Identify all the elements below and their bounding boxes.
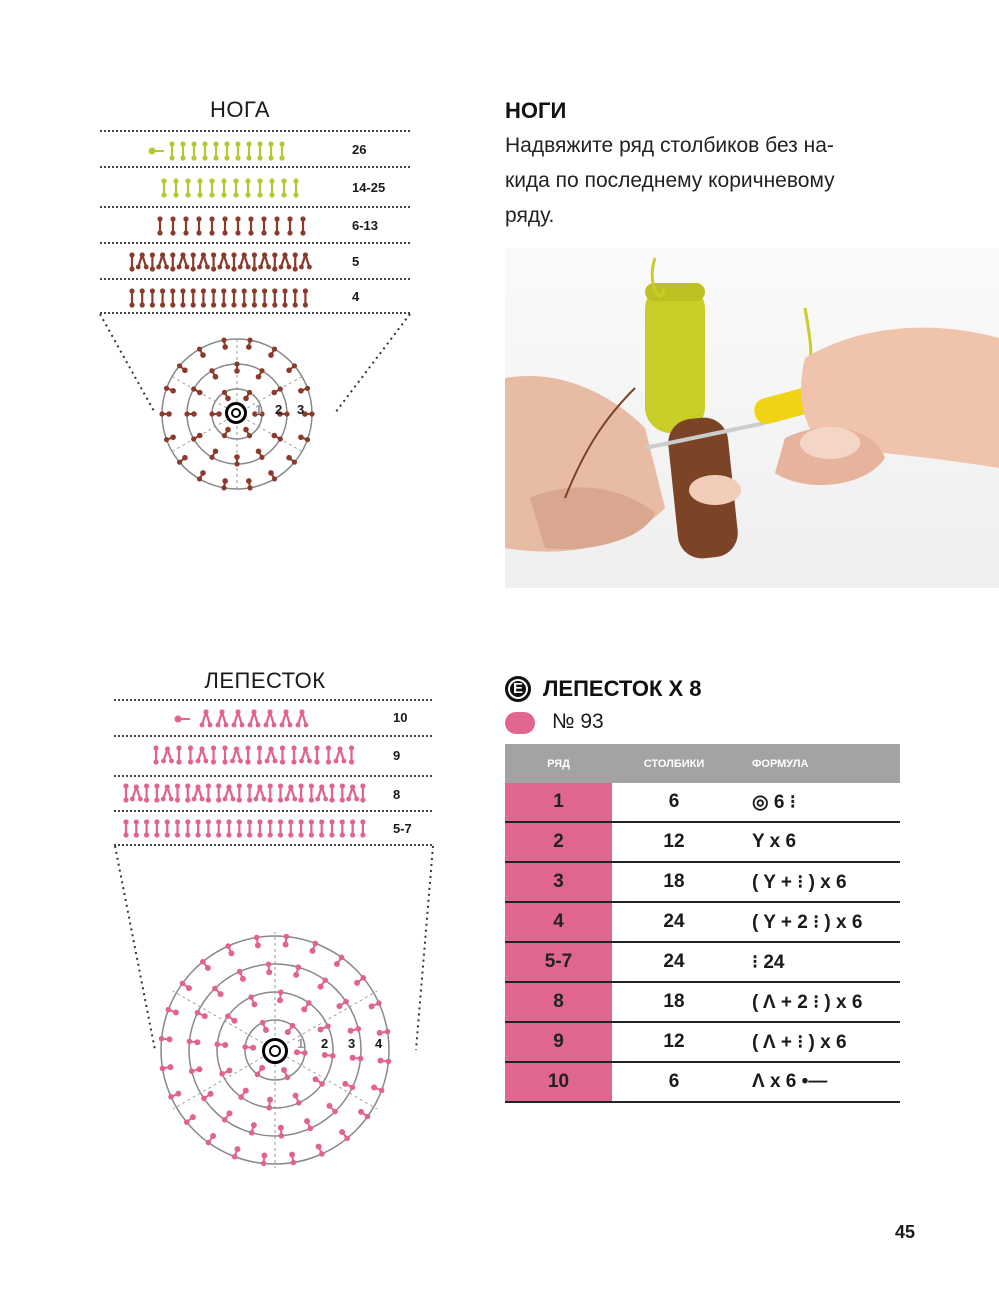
stitch-symbol [134, 819, 139, 837]
stitch-symbol [154, 783, 159, 802]
round-stitch [316, 1144, 325, 1157]
decrease-symbol [265, 746, 278, 763]
round-stitch [225, 1013, 237, 1023]
stitch-symbol [222, 216, 227, 235]
petal-row-label: 9 [393, 748, 401, 763]
round-stitch [222, 390, 231, 401]
cell-count: 6 [612, 1062, 736, 1102]
stitch-symbol [144, 783, 149, 802]
stitch-symbol [278, 819, 283, 837]
stitch-symbol [185, 178, 190, 197]
stitch-symbol [246, 141, 251, 160]
stitch-symbol [206, 783, 211, 802]
stitch-symbol [206, 819, 211, 837]
round-stitch [209, 448, 218, 459]
round-stitch [371, 1085, 384, 1094]
round-stitch [225, 943, 234, 956]
stitch-symbol [281, 178, 286, 197]
stitch-symbol [222, 745, 227, 764]
petal-row-label: 10 [393, 710, 408, 725]
round-stitch [260, 1020, 269, 1033]
round-stitch [369, 1000, 382, 1009]
table-row [505, 1062, 900, 1102]
stitch-symbol [340, 819, 345, 837]
round-stitch [256, 368, 265, 379]
stitch-symbol [202, 141, 207, 160]
stitch-symbol [235, 216, 240, 235]
stitch-symbol [173, 178, 178, 197]
stitch-symbol [175, 819, 180, 837]
petal-heading: ЛЕПЕСТОК X 8 [543, 676, 702, 701]
cell-row: 4 [505, 902, 612, 942]
stitch-symbol [268, 819, 273, 837]
text-line: ряду. [505, 204, 555, 227]
stitch-symbol [340, 783, 345, 802]
stitch-symbol [176, 745, 181, 764]
stitch-symbol [216, 783, 221, 802]
letter-e-badge-icon [505, 676, 531, 702]
round-stitch [313, 1076, 325, 1086]
round-stitch [281, 1067, 290, 1080]
cell-formula: ( Y + ⁝ ) x 6 [736, 862, 900, 902]
round-stitch [310, 941, 319, 954]
stitch-symbol [257, 819, 262, 837]
stitch-symbol [272, 288, 277, 307]
table-row [505, 942, 900, 982]
decrease-symbol [299, 746, 312, 763]
stitch-symbol [291, 745, 296, 764]
stitch-symbol [278, 783, 283, 802]
stitch-symbol [175, 783, 180, 802]
stitch-symbol [153, 745, 158, 764]
round-stitch [271, 433, 282, 442]
ring-number: 2 [275, 402, 283, 417]
stitch-symbol [209, 178, 214, 197]
table-row [505, 862, 900, 902]
stitch-symbol [349, 745, 354, 764]
round-stitch [212, 986, 223, 998]
stitch-symbol [252, 252, 257, 271]
decrease-symbol [192, 784, 205, 801]
ring-number: 2 [321, 1036, 329, 1051]
round-stitch [222, 1110, 232, 1122]
decrease-symbol [230, 746, 243, 763]
stitch-symbol [309, 783, 314, 802]
decrease-symbol [197, 252, 210, 269]
cell-row: 9 [505, 1022, 612, 1062]
cell-count: 12 [612, 822, 736, 862]
stitch-symbol [144, 819, 149, 837]
fasten-off-symbol [175, 716, 191, 723]
round-stitch [286, 455, 297, 465]
stitch-symbol [257, 745, 262, 764]
round-stitch [354, 975, 366, 986]
leg-stitch-rows [120, 130, 320, 315]
stitch-symbol [319, 819, 324, 837]
round-stitch [286, 363, 297, 373]
page-number: 45 [895, 1222, 916, 1242]
round-stitch [168, 1091, 181, 1100]
text-line: кида по последнему коричневому [505, 169, 835, 192]
stitch-symbol [209, 216, 214, 235]
stitch-symbol [303, 288, 308, 307]
decrease-symbol [284, 784, 297, 801]
cell-count: 24 [612, 902, 736, 942]
decrease-symbol [346, 784, 359, 801]
decrease-symbol [200, 709, 213, 727]
cell-count: 6 [612, 783, 736, 822]
cell-row: 1 [505, 783, 612, 822]
stitch-symbol [170, 288, 175, 307]
stitch-symbol [140, 288, 145, 307]
stitch-symbol [242, 288, 247, 307]
stitch-symbol [191, 252, 196, 271]
round-stitch [191, 386, 202, 395]
round-stitch [268, 470, 277, 481]
cell-formula: ( Λ + 2 ⁝ ) x 6 [736, 982, 900, 1022]
stitch-symbol [129, 288, 134, 307]
stitch-symbol [268, 783, 273, 802]
cell-formula: ( Y + 2 ⁝ ) x 6 [736, 902, 900, 942]
round-stitch [256, 448, 265, 459]
stitch-symbol [216, 819, 221, 837]
stitch-symbol [261, 216, 266, 235]
round-stitch [184, 1114, 196, 1125]
round-stitch [177, 363, 188, 373]
stitch-symbol [197, 178, 202, 197]
petal-row-label: 5-7 [393, 821, 412, 836]
stitch-symbol [169, 141, 174, 160]
cell-formula: Λ x 6 •— [736, 1062, 900, 1102]
table-row [505, 822, 900, 862]
stitch-symbol [282, 288, 287, 307]
decrease-symbol [248, 709, 261, 727]
text-line: Надвяжите ряд столбиков без на- [505, 134, 834, 157]
round-stitch [166, 1007, 179, 1016]
funnel-line [115, 846, 155, 1050]
stitch-symbol [245, 178, 250, 197]
decrease-symbol [223, 784, 236, 801]
stitch-symbol [293, 288, 298, 307]
fasten-off-symbol [149, 148, 165, 155]
round-stitch [271, 386, 282, 395]
decrease-symbol [258, 252, 271, 269]
stitch-symbol [211, 288, 216, 307]
stitch-symbol [157, 216, 162, 235]
stitch-symbol [154, 819, 159, 837]
yarn-number: № 93 [552, 710, 604, 733]
stitch-symbol [211, 252, 216, 271]
stitch-symbol [123, 819, 128, 837]
badge-letter: E [512, 680, 523, 697]
stitch-symbol [180, 141, 185, 160]
ring-number: 3 [348, 1036, 356, 1051]
leg-row-label: 4 [352, 289, 360, 304]
round-stitch [248, 994, 257, 1007]
stitch-symbol [180, 288, 185, 307]
stitch-symbol [300, 216, 305, 235]
round-stitch [243, 390, 252, 401]
stitch-symbol [161, 178, 166, 197]
round-stitch [304, 1118, 313, 1131]
decrease-symbol [238, 252, 251, 269]
round-stitch [177, 455, 188, 465]
table-row [505, 982, 900, 1022]
petal-diagram-title: ЛЕПЕСТОК [204, 668, 326, 693]
decrease-symbol [299, 252, 312, 269]
round-stitch [238, 1088, 248, 1100]
round-stitch [180, 981, 192, 991]
magic-ring-icon [262, 1038, 288, 1064]
ring-number: 1 [255, 402, 263, 417]
decrease-symbol [177, 252, 190, 269]
stitch-symbol [183, 216, 188, 235]
table-header [505, 744, 900, 783]
crochet-illustration [505, 248, 999, 588]
ring-number: 1 [297, 1036, 305, 1051]
stitch-symbol [247, 783, 252, 802]
round-stitch [206, 1133, 216, 1145]
decrease-symbol [315, 784, 328, 801]
decrease-symbol [136, 252, 149, 269]
funnel-line [335, 314, 410, 413]
leg-row-label: 14-25 [352, 180, 386, 195]
round-stitch [232, 1146, 241, 1159]
header-row: РЯД [505, 744, 612, 783]
round-stitch [334, 955, 344, 967]
stitch-symbol [257, 141, 262, 160]
stitch-symbol [231, 288, 236, 307]
cell-row: 8 [505, 982, 612, 1022]
decrease-symbol [254, 784, 267, 801]
round-stitch [318, 977, 328, 989]
round-stitch [191, 433, 202, 442]
stitch-symbol [269, 178, 274, 197]
legs-instructions [505, 128, 945, 233]
stitch-symbol [185, 783, 190, 802]
stitch-symbol [170, 252, 175, 271]
stitch-symbol [299, 783, 304, 802]
petal-stitch-rows [118, 700, 383, 845]
decrease-symbol [217, 252, 230, 269]
magic-ring-icon [225, 402, 247, 424]
round-stitch [342, 1081, 355, 1090]
petal-row-label: 8 [393, 787, 401, 802]
cell-formula: ⁝ 24 [736, 942, 900, 982]
legs-heading: НОГИ [505, 98, 567, 123]
stitch-symbol [360, 819, 365, 837]
stitch-symbol [233, 178, 238, 197]
round-stitch [237, 969, 246, 982]
stitch-symbol [129, 252, 134, 271]
table-row [505, 902, 900, 942]
round-stitch [268, 346, 277, 357]
stitch-symbol [293, 178, 298, 197]
round-stitch [184, 411, 196, 417]
stitch-symbol [170, 216, 175, 235]
stitch-symbol [226, 819, 231, 837]
stitch-symbol [237, 783, 242, 802]
cell-row: 10 [505, 1062, 612, 1102]
decrease-symbol [161, 746, 174, 763]
round-stitch [209, 411, 221, 417]
stitch-symbol [287, 216, 292, 235]
stitch-symbol [235, 141, 240, 160]
stitch-symbol [309, 819, 314, 837]
stitch-symbol [274, 216, 279, 235]
stitch-symbol [272, 252, 277, 271]
stitch-symbol [201, 288, 206, 307]
stitch-symbol [196, 819, 201, 837]
stitch-symbol [221, 178, 226, 197]
leg-diagram-title: НОГА [209, 97, 271, 122]
stitch-symbol [257, 178, 262, 197]
stitch-symbol [293, 252, 298, 271]
decrease-symbol [156, 252, 169, 269]
stitch-symbol [165, 819, 170, 837]
stitch-symbol [248, 216, 253, 235]
cell-count: 24 [612, 942, 736, 982]
decrease-symbol [232, 709, 245, 727]
decrease-symbol [334, 746, 347, 763]
cell-formula: Y x 6 [736, 822, 900, 862]
round-stitch [243, 427, 252, 438]
stitch-symbol [247, 819, 252, 837]
stitch-symbol [262, 288, 267, 307]
crochet-photo [505, 248, 999, 588]
decrease-symbol [279, 252, 292, 269]
header-formula: ФОРМУЛА [736, 744, 900, 783]
stitch-symbol [314, 745, 319, 764]
stitch-symbol [213, 141, 218, 160]
round-stitch [200, 959, 211, 971]
round-stitch [195, 1010, 208, 1019]
leg-row-label: 26 [352, 142, 367, 157]
decrease-symbol [196, 746, 209, 763]
cell-row: 5-7 [505, 942, 612, 982]
stitch-symbol [196, 216, 201, 235]
stitch-symbol [329, 783, 334, 802]
leg-row-label: 6-13 [352, 218, 379, 233]
round-stitch [358, 1109, 370, 1119]
stitch-symbol [150, 288, 155, 307]
decrease-symbol [161, 784, 174, 801]
ring-number: 4 [375, 1036, 383, 1051]
stitch-symbol [237, 819, 242, 837]
decrease-symbol [264, 709, 277, 727]
stitch-symbol [185, 819, 190, 837]
round-stitch [336, 999, 348, 1009]
round-stitch [293, 1093, 302, 1106]
table-row [505, 1022, 900, 1062]
stitch-symbol [252, 288, 257, 307]
round-stitch [326, 1103, 337, 1115]
stitch-symbol [231, 252, 236, 271]
stitch-symbol [211, 745, 216, 764]
stitch-symbol [123, 783, 128, 802]
decrease-symbol [280, 709, 293, 727]
round-stitch [159, 411, 171, 417]
stitch-symbol [329, 819, 334, 837]
stitch-symbol [188, 745, 193, 764]
stitch-symbol [150, 252, 155, 271]
decrease-symbol [130, 784, 143, 801]
petal-round-diagram [110, 842, 440, 1187]
cell-formula: ◎ 6 ⁝ [736, 783, 900, 822]
round-stitch [339, 1129, 350, 1141]
cell-row: 3 [505, 862, 612, 902]
stitch-symbol [326, 745, 331, 764]
round-stitch [255, 1065, 265, 1077]
stitch-symbol [224, 141, 229, 160]
stitch-symbol [245, 745, 250, 764]
round-stitch [209, 368, 218, 379]
stitch-symbol [191, 288, 196, 307]
cell-count: 18 [612, 982, 736, 1022]
funnel-line [416, 846, 433, 1050]
round-stitch [234, 361, 240, 373]
round-stitch [201, 1091, 213, 1101]
cell-formula: ( Λ + ⁝ ) x 6 [736, 1022, 900, 1062]
stitch-symbol [221, 288, 226, 307]
stitch-symbol [191, 141, 196, 160]
stitch-symbol [360, 783, 365, 802]
stitch-symbol [160, 288, 165, 307]
round-stitch [266, 961, 272, 975]
petal-pattern-table [505, 744, 900, 1103]
round-stitch [285, 1023, 295, 1035]
round-stitch [278, 1125, 284, 1139]
round-stitch [222, 427, 231, 438]
cell-count: 18 [612, 862, 736, 902]
ring-number: 3 [297, 402, 305, 417]
header-count: СТОЛБИКИ [612, 744, 736, 783]
round-stitch [301, 1000, 311, 1012]
stitch-symbol [350, 819, 355, 837]
stitch-symbol [279, 141, 284, 160]
stitch-symbol [288, 819, 293, 837]
decrease-symbol [216, 709, 229, 727]
cell-row: 2 [505, 822, 612, 862]
funnel-line [100, 314, 155, 413]
stitch-symbol [299, 819, 304, 837]
stitch-symbol [268, 141, 273, 160]
table-row [505, 783, 900, 822]
cell-count: 12 [612, 1022, 736, 1062]
round-stitch [234, 454, 240, 466]
decrease-symbol [296, 709, 309, 727]
round-stitch [197, 470, 206, 481]
leg-row-label: 5 [352, 254, 360, 269]
round-stitch [197, 346, 206, 357]
stitch-symbol [280, 745, 285, 764]
yarn-swatch-icon [505, 712, 535, 734]
